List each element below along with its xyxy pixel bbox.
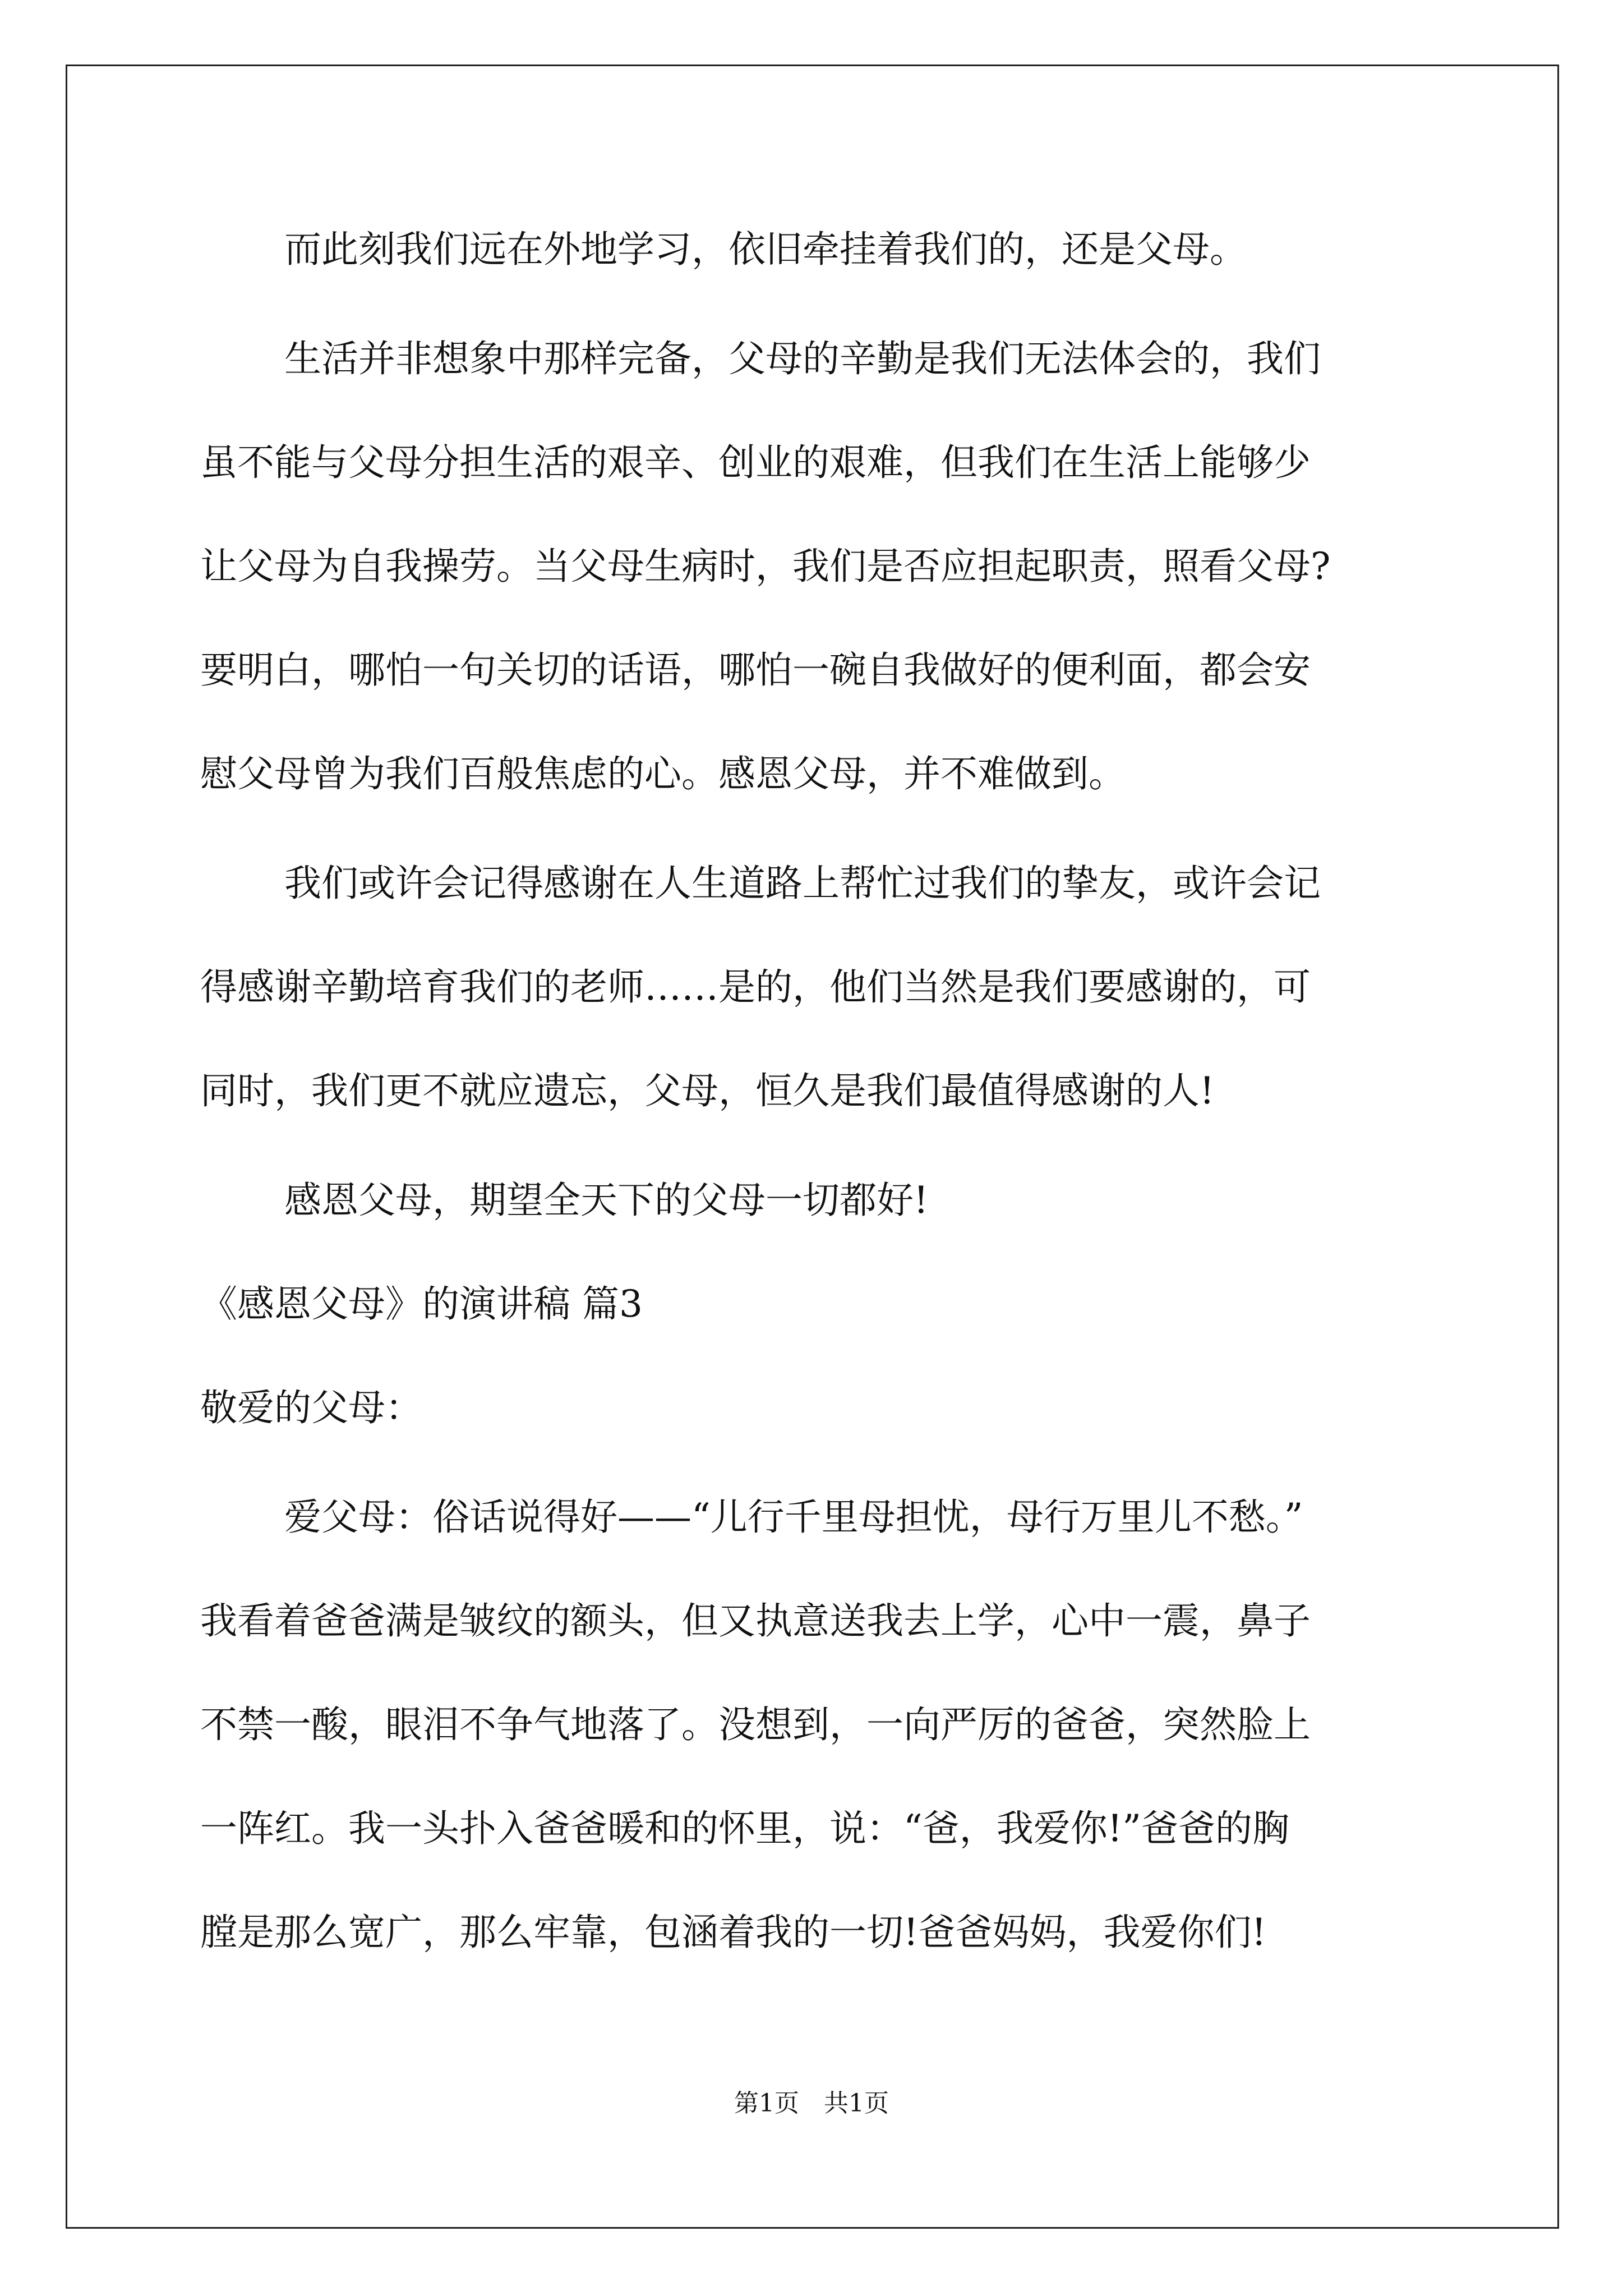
section-heading: 《感恩父母》的演讲稿 篇3 (200, 1282, 643, 1326)
paragraph-line: 要明白，哪怕一句关切的话语，哪怕一碗自我做好的便利面，都会安 (200, 648, 1311, 692)
paragraph-line: 得感谢辛勤培育我们的老师……是的，他们当然是我们要感谢的，可 (200, 965, 1311, 1009)
salutation: 敬爱的父母： (200, 1386, 422, 1429)
paragraph-line: 生活并非想象中那样完备，父母的辛勤是我们无法体会的，我们 (284, 337, 1321, 380)
paragraph-line: 同时，我们更不就应遗忘，父母，恒久是我们最值得感谢的人! (200, 1069, 1215, 1112)
paragraph-line: 一阵红。我一头扑入爸爸暖和的怀里，说：“爸，我爱你!”爸爸的胸 (200, 1807, 1290, 1850)
paragraph-line: 我们或许会记得感谢在人生道路上帮忙过我们的挚友，或许会记 (284, 862, 1321, 905)
paragraph-line: 感恩父母，期望全天下的父母一切都好! (284, 1179, 929, 1222)
paragraph-line: 虽不能与父母分担生活的艰辛、创业的艰难，但我们在生活上能够少 (200, 441, 1311, 484)
paragraph-line: 膛是那么宽广，那么牢靠，包涵着我的一切!爸爸妈妈，我爱你们! (200, 1911, 1267, 1954)
page-border (66, 65, 1559, 2229)
paragraph-line: 让父母为自我操劳。当父母生病时，我们是否应担起职责，照看父母? (200, 545, 1331, 588)
page-number-footer: 第1页 共1页 (734, 2089, 889, 2118)
paragraph-line: 慰父母曾为我们百般焦虑的心。感恩父母，并不难做到。 (200, 752, 1126, 795)
paragraph-line: 我看着爸爸满是皱纹的额头，但又执意送我去上学，心中一震，鼻子 (200, 1599, 1311, 1642)
paragraph-line: 爱父母：俗话说得好——“儿行千里母担忧，母行万里儿不愁。” (284, 1496, 1303, 1539)
paragraph-line: 不禁一酸，眼泪不争气地落了。没想到，一向严厉的爸爸，突然脸上 (200, 1703, 1311, 1746)
paragraph-line: 而此刻我们远在外地学习，依旧牵挂着我们的，还是父母。 (284, 228, 1247, 271)
